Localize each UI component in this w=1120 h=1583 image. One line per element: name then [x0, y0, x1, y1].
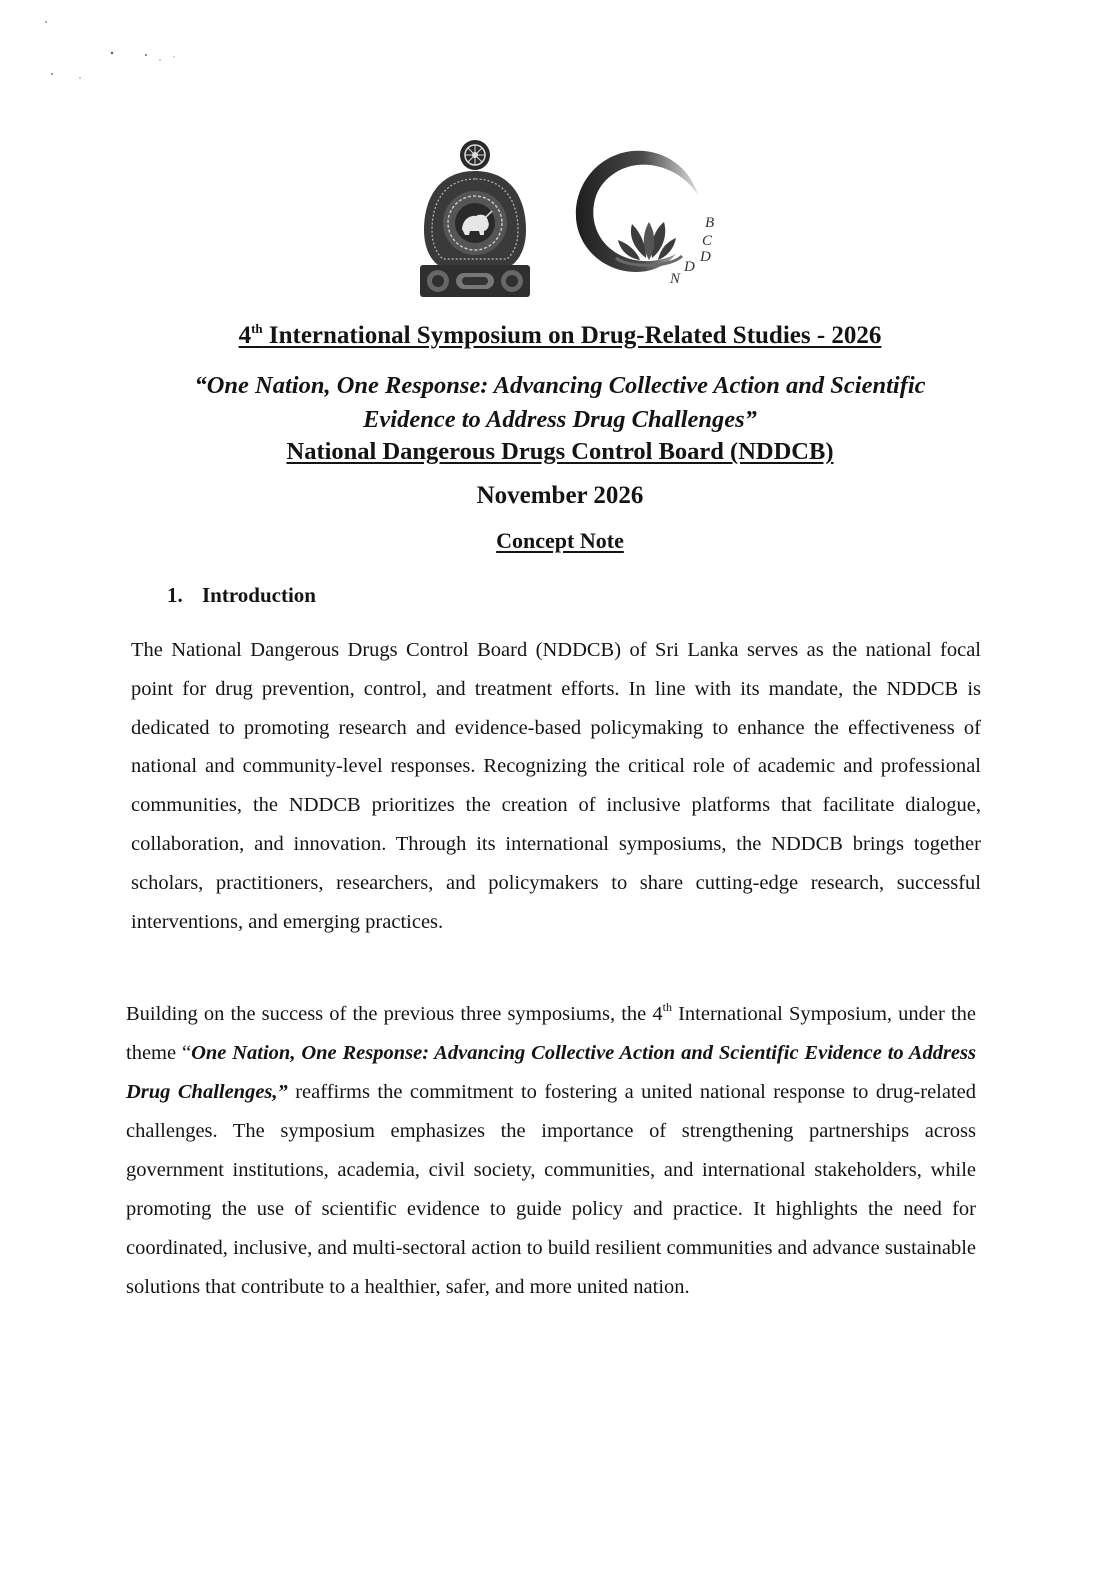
logo-letter-n: N [670, 271, 681, 287]
title-text: International Symposium on Drug-Related Studies - 2026 [262, 322, 882, 349]
section-number: 1. [167, 583, 183, 607]
symposium-theme: “One Nation, One Response: Advancing Collective Action and Scientific Evidence to Address Drug Challenges” [194, 372, 926, 433]
nddcb-logo-letters [672, 215, 722, 295]
logos-row [0, 135, 1120, 305]
document-type: Concept Note [496, 528, 624, 553]
logo-letter-d: D [700, 249, 711, 265]
symposium-date: November 2026 [476, 482, 644, 509]
paragraph-text: Building on the success of the previous three symposiums, the 4 [126, 1003, 663, 1025]
logo-letter-d2: D [684, 259, 695, 275]
logo-letter-b: B [705, 215, 715, 231]
intro-paragraph: The National Dangerous Drugs Control Board (NDDCB) of Sri Lanka serves as the national focal point for drug prevention, control, and treatment efforts. In line with its mandate, the NDDCB is dedicated to promoting research and evidence-based policymaking to enhance the effectiveness of national and community-level responses. Recognizing the critical role of academic and professional communities, the NDDCB prioritizes the creation of inclusive platforms that facilitate dialogue, collaboration, and innovation. Through its international symposiums, the NDDCB brings together scholars, practitioners, researchers, and policymakers to share cutting-edge research, successful interventions, and emerging practices. [131, 639, 981, 933]
scan-specks [40, 20, 200, 90]
sri-lanka-emblem-icon [418, 135, 532, 300]
paragraph-text: reaffirms the commitment to fostering a united national response to drug-related challenges. The symposium emphasizes the importance of strengthening partnerships across government institutions, academia, civil society, communities, and international stakeholders, while promoting the use of scientific evidence to guide policy and practice. It highlights the need for coordinated, inclusive, and multi-sectoral action to build resilient communities and advance sustainable solutions that contribute to a healthier, safer, and more united nation. [126, 1081, 977, 1298]
paragraph-text: International Symposium, under the theme “ [126, 1003, 976, 1064]
title-ordinal: 4 [238, 322, 252, 349]
title-ordinal-suffix: th [251, 321, 263, 336]
section-title: Introduction [202, 583, 316, 607]
logo-letter-c: C [702, 233, 713, 249]
theme-emphasis: One Nation, One Response: Advancing Collective Action and Scientific Evidence to Address Drug Challenges,” [126, 1042, 976, 1103]
ordinal-suffix: th [662, 1000, 672, 1014]
second-paragraph [126, 995, 976, 1307]
organization-name: National Dangerous Drugs Control Board (NDDCB) [286, 438, 834, 465]
symposium-title [0, 321, 1120, 350]
